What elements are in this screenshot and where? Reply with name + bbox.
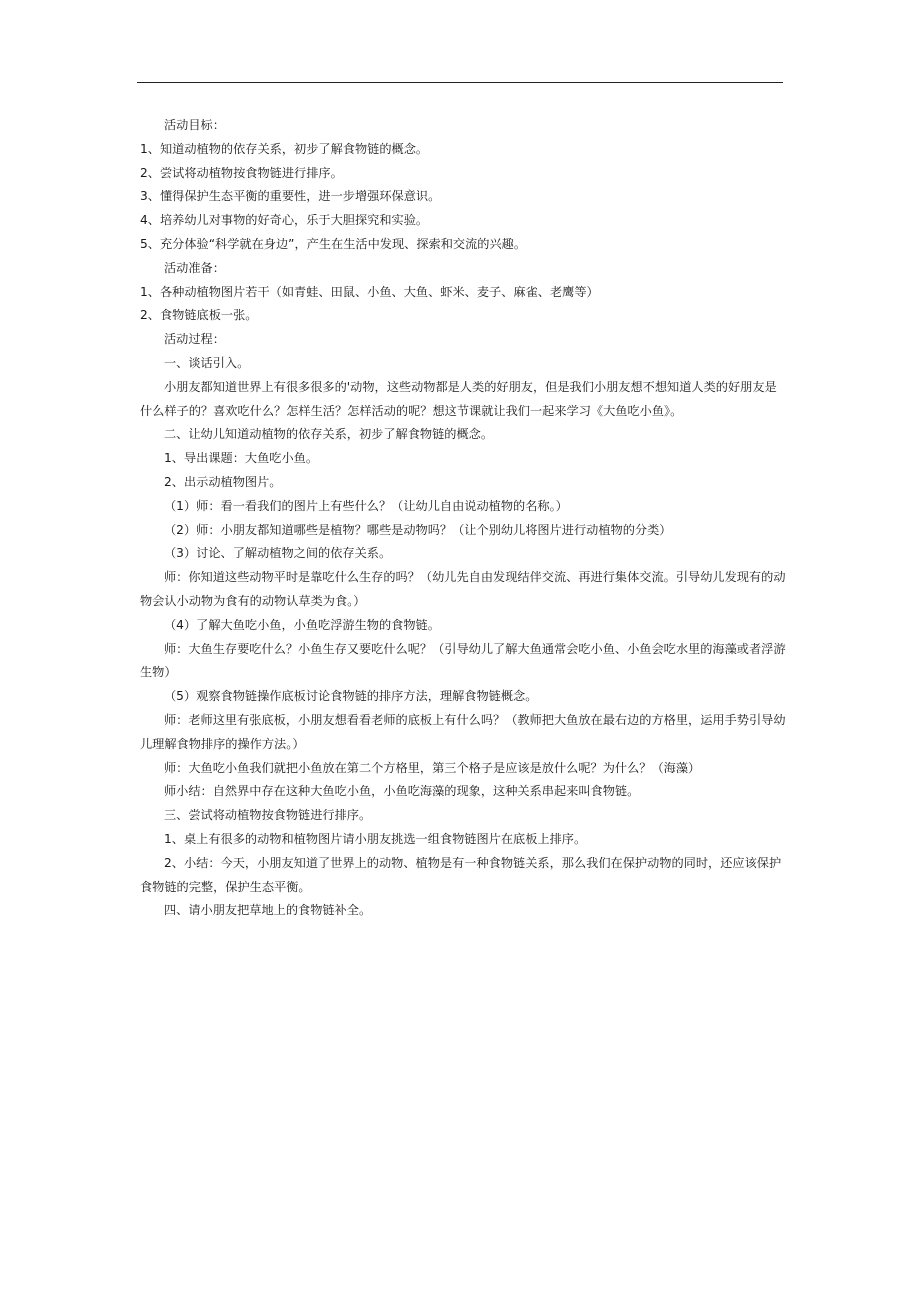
document-line: 1、导出课题：大鱼吃小鱼。 [164,451,319,466]
document-line: 四、请小朋友把草地上的食物链补全。 [164,903,372,918]
document-line: 3、懂得保护生态平衡的重要性，进一步增强环保意识。 [140,189,441,204]
document-line: 师小结：自然界中存在这种大鱼吃小鱼，小鱼吃海藻的现象，这种关系串起来叫食物链。 [164,784,640,799]
document-line: 二、让幼儿知道动植物的依存关系，初步了解食物链的概念。 [164,427,494,442]
document-line: 师：大鱼吃小鱼我们就把小鱼放在第二个方格里，第三个格子是应该是放什么呢？为什么？（海藻） [164,760,701,775]
document-line: （3）讨论、了解动植物之间的依存关系。 [164,546,392,561]
header-rule [137,82,783,83]
document-line: 三、尝试将动植物按食物链进行排序。 [164,808,372,823]
document-line: （5）观察食物链操作底板讨论食物链的排序方法，理解食物链概念。 [164,689,538,704]
document-line: 师：大鱼生存要吃什么？小鱼生存又要吃什么呢？（引导幼儿了解大鱼通常会吃小鱼、小鱼会吃水里的海藻或者浮游生物） [140,641,786,680]
document-line: 活动目标： [164,118,225,132]
document-line: （4）了解大鱼吃小鱼，小鱼吃浮游生物的食物链。 [164,617,440,632]
document-line: 活动准备： [164,260,225,275]
document-body [140,114,786,923]
document-line: 1、知道动植物的依存关系，初步了解食物链的概念。 [140,141,429,156]
document-line: （1）师：看一看我们的图片上有些什么？（让幼儿自由说动植物的名称。） [164,498,568,513]
document-line: 小朋友都知道世界上有很多很多的'动物，这些动物都是人类的好朋友，但是我们小朋友想不想知道人类的好朋友是什么样子的？喜欢吃什么？怎样生活？怎样活动的呢？想这节课就让我们一起来学习《大鱼吃小鱼》。 [140,379,777,418]
document-line: 2、小结：今天，小朋友知道了世界上的动物、植物是有一种食物链关系，那么我们在保护动物的同时，还应该保护食物链的完整，保护生态平衡。 [140,855,782,894]
document-line: 2、食物链底板一张。 [140,308,258,323]
document-line: 一、谈话引入。 [164,355,250,370]
document-line: 5、充分体验“科学就在身边”，产生在生活中发现、探索和交流的兴趣。 [140,236,527,251]
document-line: 活动过程： [164,332,225,347]
document-line: 师：老师这里有张底板，小朋友想看看老师的底板上有什么吗？（教师把大鱼放在最右边的方格里，运用手势引导幼儿理解食物排序的操作方法。） [140,712,786,751]
document-line: 师：你知道这些动物平时是靠吃什么生存的吗？（幼儿先自由发现结伴交流、再进行集体交流。引导幼儿发现有的动物会认小动物为食有的动物认草类为食。） [140,570,786,608]
document-line: 2、尝试将动植物按食物链进行排序。 [140,165,343,180]
document-line: 1、各种动植物图片若干（如青蛙、田鼠、小鱼、大鱼、虾米、麦子、麻雀、老鹰等） [140,284,599,299]
document-line: 4、培养幼儿对事物的好奇心，乐于大胆探究和实验。 [140,213,429,228]
document-line: 2、出示动植物图片。 [164,474,282,489]
document-line: （2）师：小朋友都知道哪些是植物？哪些是动物吗？（让个别幼儿将图片进行动植物的分类） [164,522,672,537]
document-line: 1、桌上有很多的动物和植物图片请小朋友挑选一组食物链图片在底板上排序。 [164,831,587,846]
